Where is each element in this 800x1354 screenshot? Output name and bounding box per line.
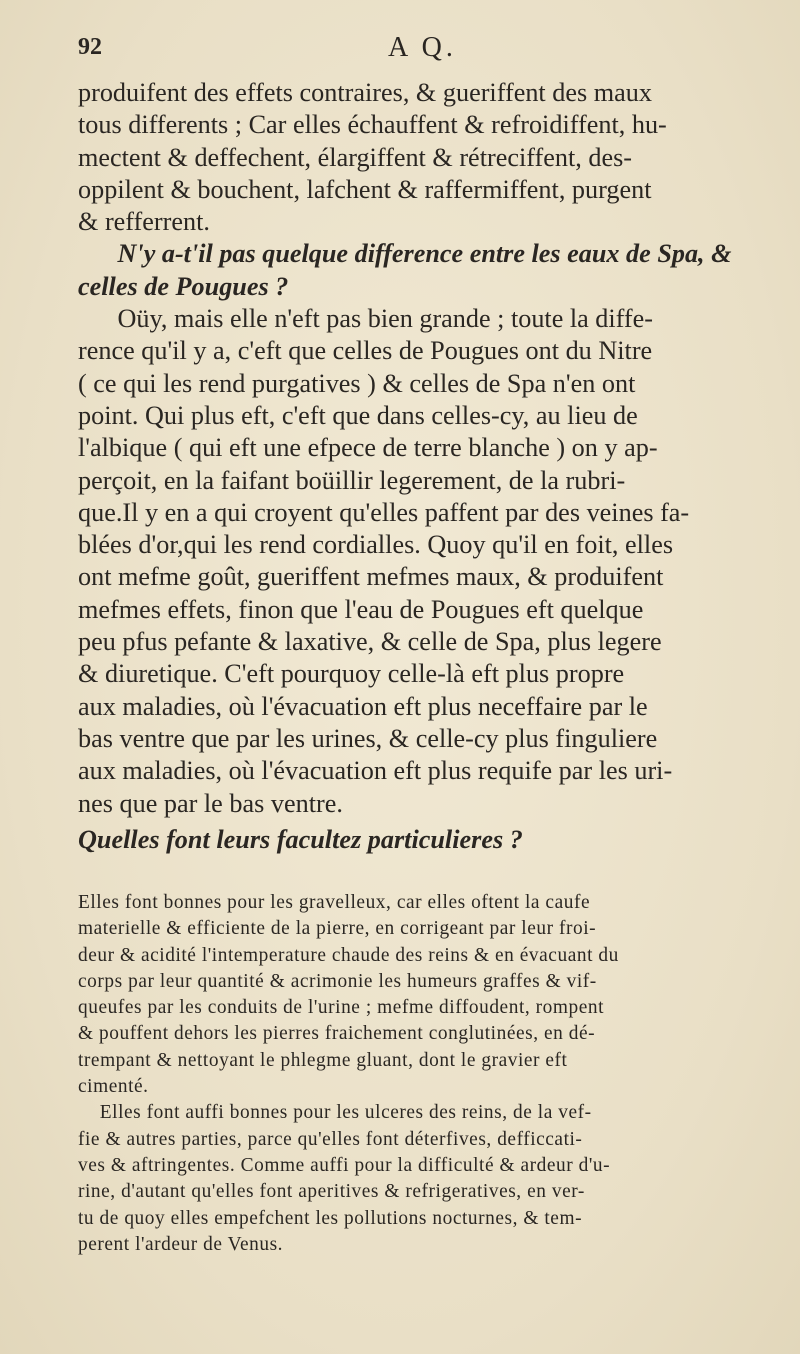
small-text [78,890,798,1258]
text-line: tu de quoy elles empefchent les pollutions nocturnes, & tem- [78,1207,583,1229]
text-line: blées d'or,qui les rend cordialles. Quoy qu'il en foit, elles [78,529,674,560]
paragraph-1 [78,76,798,237]
text-line: & refferrent. [78,206,210,237]
text-line: fie & autres parties, parce qu'elles font déterfives, defficcati- [78,1128,583,1150]
text-line: l'albique ( qui eft une efpece de terre blanche ) on y ap- [78,432,658,463]
text-line: nes que par le bas ventre. [78,787,343,818]
text-line: ves & aftringentes. Comme auffi pour la difficulté & ardeur d'u- [78,1154,611,1176]
text-line: tous differents ; Car elles échauffent & refroidiffent, hu- [78,109,667,140]
text-line: oppilent & bouchent, lafchent & raffermiffent, purgent [78,173,652,204]
text-line: & pouffent dehors les pierres fraichement conglutinées, en dé- [78,1023,596,1045]
text-line: Oüy, mais elle n'eft pas bien grande ; toute la diffe- [117,303,653,334]
paragraph-4 [78,1100,798,1258]
text-line: perçoit, en la faifant boüillir legerement, de la rubri- [78,464,626,495]
question-line: celles de Pougues ? [78,270,289,301]
running-head: A Q. [388,32,457,63]
question-heading-1 [78,237,798,302]
text-line: materielle & efficiente de la pierre, en corrigeant par leur froi- [78,918,597,940]
text-line: deur & acidité l'intemperature chaude des reins & en évacuant du [78,944,619,966]
text-line: perent l'ardeur de Venus. [78,1233,284,1255]
text-line: bas ventre que par les urines, & celle-cy plus finguliere [78,722,658,753]
text-line: corps par leur quantité & acrimonie les humeurs graffes & vif- [78,970,597,992]
text-line: Elles font auffi bonnes pour les ulceres des reins, de la vef- [99,1102,592,1124]
question-line: Quelles font leurs facultez particulieres ? [78,823,523,854]
text-line: point. Qui plus eft, c'eft que dans celles-cy, au lieu de [78,399,638,430]
page-header [78,30,798,70]
question-line: N'y a-t'il pas quelque difference entre les eaux de Spa, & [117,238,732,269]
text-line: rence qu'il y a, c'eft que celles de Pougues ont du Nitre [78,335,653,366]
question-heading-2 [78,823,798,855]
text-line: produifent des effets contraires, & gueriffent des maux [78,77,652,107]
text-line: que.Il y en a qui croyent qu'elles paffent par des veines fa- [78,496,690,527]
text-line: aux maladies, où l'évacuation eft plus neceffaire par le [78,690,648,721]
text-line: rine, d'autant qu'elles font aperitives & refrigeratives, en ver- [78,1181,585,1203]
text-line: trempant & nettoyant le phlegme gluant, dont le gravier eft [78,1049,568,1071]
text-line: cimenté. [78,1076,149,1098]
text-line: Elles font bonnes pour les gravelleux, car elles oftent la caufe [78,892,591,913]
text-line: peu pfus pefante & laxative, & celle de Spa, plus legere [78,626,662,657]
text-line: ( ce qui les rend purgatives ) & celles de Spa n'en ont [78,367,636,398]
paragraph-2 [78,302,798,819]
text-line: mectent & deffechent, élargiffent & rétreciffent, des- [78,141,633,172]
text-line: & diuretique. C'eft pourquoy celle-là eft plus propre [78,658,625,689]
text-line: mefmes effets, finon que l'eau de Pougues eft quelque [78,593,644,624]
main-text [78,76,798,855]
text-line: aux maladies, où l'évacuation eft plus requife par les uri- [78,755,673,786]
page-number: 92 [78,34,102,60]
text-line: queufes par les conduits de l'urine ; mefme diffoudent, rompent [78,997,605,1019]
text-line: ont mefme goût, gueriffent mefmes maux, & produifent [78,561,664,592]
paragraph-3 [78,890,798,1100]
